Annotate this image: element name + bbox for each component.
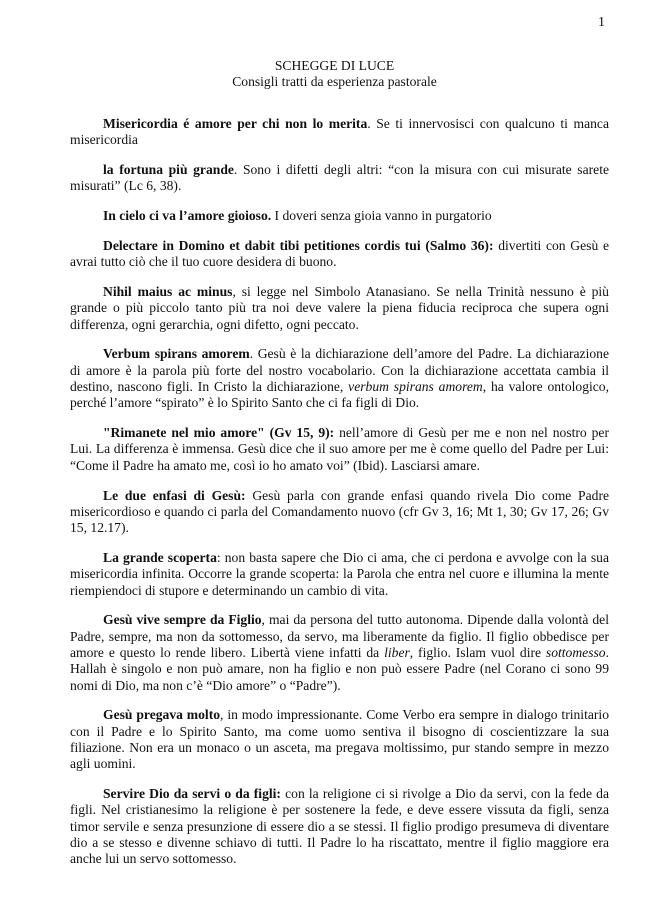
italic-text: verbum spirans amorem xyxy=(348,379,483,395)
paragraph-heading: Delectare in Domino et dabit tibi petitiones cordis tui (Salmo 36): xyxy=(103,237,494,253)
paragraph-text: nell’amore di Gesù per me e non nel nostro per Lui. La differenza è immensa. Gesù dice che il suo amore per me è come quello del Padre per Lui: “Come il Padre ha amato me, così io ho amato voi” (Ibid). Lasciarsi amare. xyxy=(70,425,609,473)
paragraph-text: . Gesù è la dichiarazione dell’amore del Padre. La dichiarazione di amore è la parola più forte del nostro vocabolario. Con la dichiarazione accettata cambia il destino, nascono figli. In Cristo la dichiarazione, xyxy=(70,346,609,395)
paragraph-heading: Nihil maius ac minus xyxy=(103,284,233,300)
paragraph-text: : non basta sapere che Dio ci ama, che ci perdona e avvolge con la sua misericordia infinita. Occorre la grande scoperta: la Parola che entra nel cuore e illumina la mente riempiendoci di stupore e determinando un cambio di vita. xyxy=(70,549,609,598)
paragraph xyxy=(70,116,609,149)
document-subtitle: Consigli tratti da esperienza pastorale xyxy=(232,74,437,89)
paragraph-heading: "Rimanete nel mio amore" (Gv 15, 9): xyxy=(103,425,335,441)
paragraph xyxy=(70,425,609,474)
document-body xyxy=(70,116,609,881)
paragraph-text: Gesù parla con grande enfasi quando rivela Dio come Padre misericordioso e quando ci parla del Comandamento nuovo (cfr Gv 3, 16; Mt 1, 30; Gv 17, 26; Gv 15, 12.17). xyxy=(70,487,610,536)
document-title: SCHEGGE DI LUCE xyxy=(274,58,395,73)
paragraph xyxy=(70,284,609,333)
paragraph-heading: Le due enfasi di Gesù: xyxy=(103,487,246,503)
paragraph-heading: In cielo ci va l’amore gioioso. xyxy=(103,208,272,224)
paragraph-text: divertiti con Gesù e avrai tutto ciò che il tuo cuore desidera di buono. xyxy=(70,237,609,270)
paragraph-text: , si legge nel Simbolo Atanasiano. Se nella Trinità nessuno è più grande o più piccolo tanto più tra noi deve valere la piena fiducia reciproca che supera ogni differenza, ogni gerarchia, ogni difetto, ogni peccato. xyxy=(70,284,609,332)
paragraph-heading: Verbum spirans amorem xyxy=(103,346,250,362)
paragraph-heading: La grande scoperta xyxy=(103,549,217,565)
paragraph-heading: la fortuna più grande xyxy=(103,162,234,178)
italic-text: liber xyxy=(384,644,410,660)
document-header xyxy=(0,58,669,90)
page-number: 1 xyxy=(598,15,605,30)
paragraph-text: . Sono i difetti degli altri: “con la misura con cui misurate sarete misurati” (Lc 6, 38). xyxy=(70,162,609,194)
paragraph xyxy=(70,707,609,772)
paragraph-text: , in modo impressionante. Come Verbo era sempre in dialogo trinitario con il Padre e lo Spirito Santo, ma come uomo sentiva il bisogno di coscientizzare la sua filiazione. Non era un monaco o un asceta, ma pregava moltissimo, pur stando sempre in mezzo agli uomini. xyxy=(70,707,609,772)
paragraph-text: , ha valore ontologico, perché l’amore “spirato” è lo Spirito Santo che ci fa figli di Dio. xyxy=(70,379,609,411)
paragraph xyxy=(70,612,609,693)
paragraph-heading: Gesù pregava molto xyxy=(103,707,221,723)
paragraph xyxy=(70,162,609,195)
paragraph xyxy=(70,488,609,537)
italic-text: sottomesso xyxy=(545,644,606,660)
paragraph xyxy=(70,786,609,867)
paragraph-heading: Servire Dio da servi o da figli: xyxy=(103,786,281,801)
paragraph-text: . Se ti innervosisci con qualcuno ti manca misericordia xyxy=(70,116,609,148)
paragraph-text: . Hallah è singolo e non può amare, non ha figlio e non può essere Padre (nel Corano ci sono 99 nomi di Dio, ma non c’è “Dio amore” o “Padre”). xyxy=(70,644,609,693)
paragraph xyxy=(70,238,609,271)
paragraph-heading: Misericordia é amore per chi non lo merita xyxy=(103,116,368,131)
paragraph-text: con la religione ci si rivolge a Dio da servi, con la fede da figli. Nel cristianesimo la religione è per sostenere la fede, e deve essere vissuta da figli, senza timor servile e senza presunzione di essere dio a se stessi. Il figlio prodigo presumeva di diventare dio a se stesso e divenne schiavo di tutti. Il Padre lo ha riscattato, mentre il figlio maggiore era anche lui un servo sottomesso. xyxy=(70,786,609,867)
paragraph-text: , figlio. Islam vuol dire xyxy=(409,644,546,660)
paragraph-heading: Gesù vive sempre da Figlio xyxy=(103,612,262,628)
paragraph xyxy=(70,346,609,411)
paragraph-text: , mai da persona del tutto autonoma. Dipende dalla volontà del Padre, sempre, ma non da sottomesso, da servo, ma liberamente da figlio. Il figlio obbedisce per amore e questo lo rende libero. Libertà viene infatti da xyxy=(70,612,609,660)
paragraph xyxy=(70,208,609,224)
paragraph-text: I doveri senza gioia vanno in purgatorio xyxy=(271,208,492,224)
paragraph xyxy=(70,550,609,599)
